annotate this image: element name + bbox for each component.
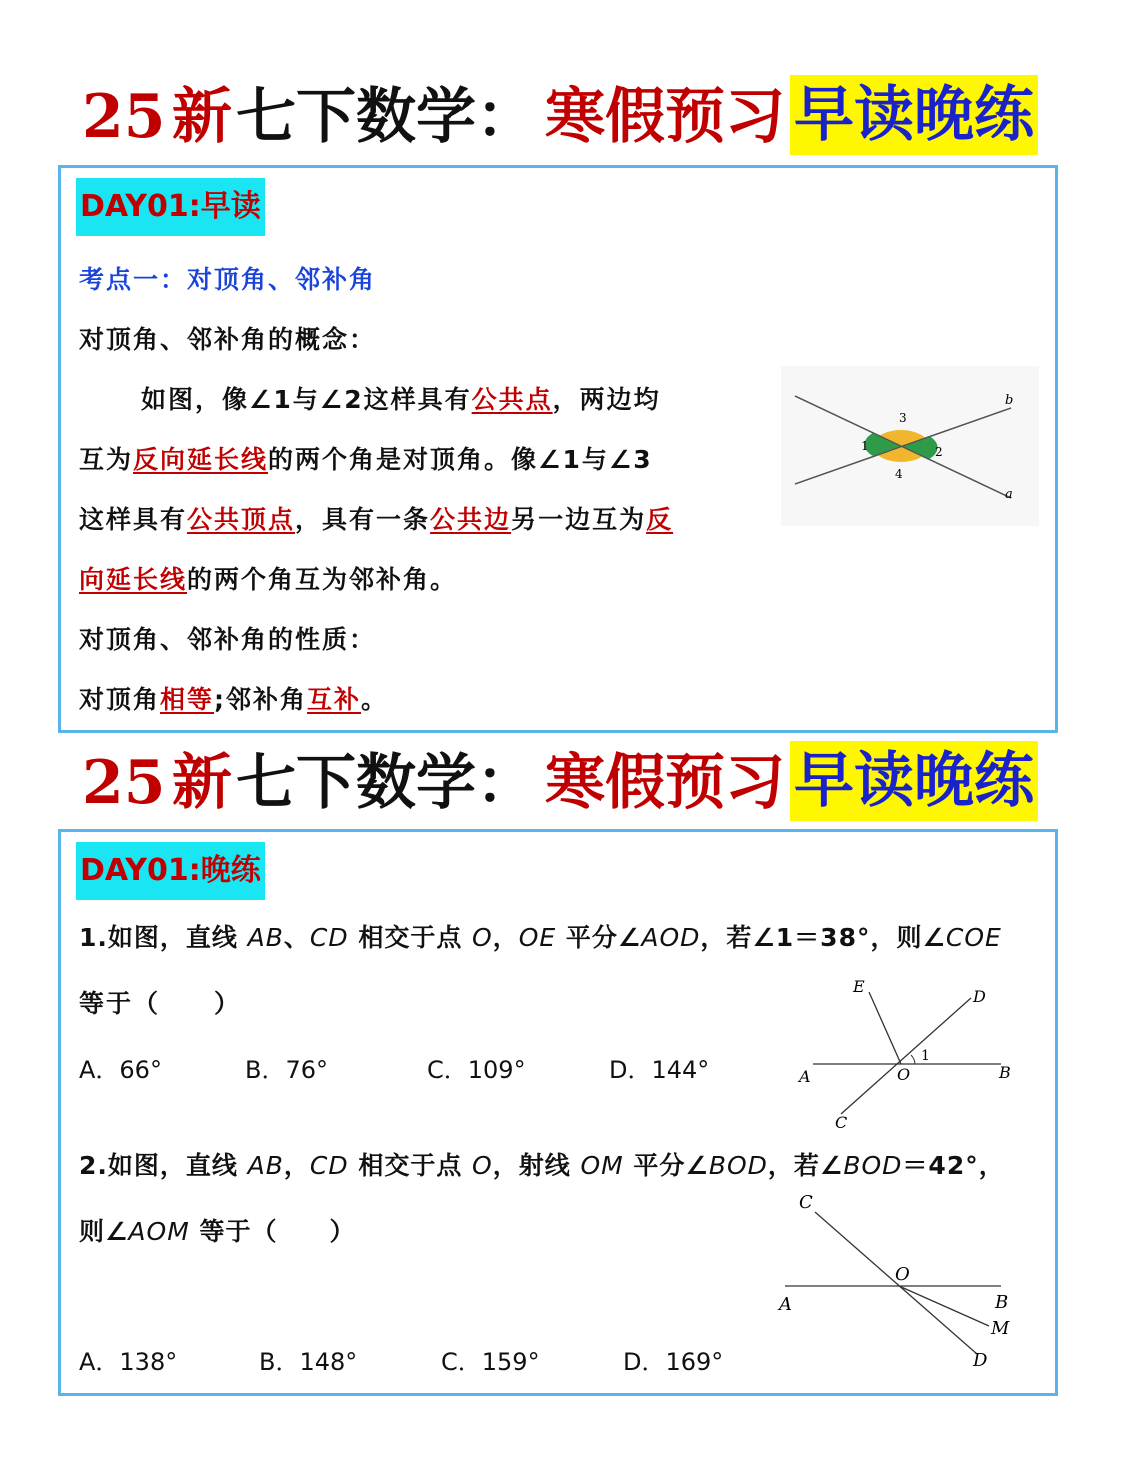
day-tag-morning: DAY01:早读 — [76, 178, 265, 236]
concept-paragraph-line-4: 向延长线的两个角互为邻补角。 — [79, 565, 458, 594]
topic-heading: 考点一：对顶角、邻补角 — [79, 265, 377, 294]
banner-number: 25 — [82, 82, 166, 152]
q1-option-b[interactable]: B．76° — [245, 1056, 329, 1084]
key-term-equal: 相等 — [160, 685, 215, 714]
morning-reading-panel — [58, 165, 1058, 733]
banner-new: 新 — [172, 748, 232, 818]
q2-option-b[interactable]: B．148° — [259, 1348, 358, 1376]
label-o: O — [895, 1264, 910, 1285]
vertical-angles-figure — [781, 366, 1039, 526]
q1-option-c[interactable]: C．109° — [427, 1056, 526, 1084]
concept-paragraph-line-3: 这样具有公共顶点，具有一条公共边另一边互为反 — [79, 505, 674, 534]
banner-subject: 七下数学： — [236, 748, 536, 818]
concept-heading: 对顶角、邻补角的概念： — [79, 325, 377, 354]
q1-option-d[interactable]: D．144° — [609, 1056, 710, 1084]
ray-om — [899, 1286, 989, 1326]
angle-1-arc — [911, 1055, 915, 1064]
question-2-text-line-2: 则∠AOM 等于（ ） — [79, 1217, 356, 1246]
q1-option-a[interactable]: A．66° — [79, 1056, 162, 1084]
label-a: A — [799, 1067, 811, 1086]
label-line-b: b — [1005, 393, 1014, 408]
q2-option-d[interactable]: D．169° — [623, 1348, 724, 1376]
page-banner-top — [0, 72, 1123, 162]
label-a: A — [779, 1294, 792, 1315]
label-d: D — [973, 987, 986, 1006]
label-b: B — [995, 1292, 1009, 1313]
label-c: C — [799, 1192, 813, 1213]
key-term-common-vertex: 公共顶点 — [187, 505, 296, 534]
q2-option-c[interactable]: C．159° — [441, 1348, 540, 1376]
page-banner-bottom — [0, 738, 1123, 828]
concept-paragraph-line-2: 互为反向延长线的两个角是对顶角。像∠1与∠3 — [79, 445, 653, 474]
banner-new: 新 — [172, 82, 232, 152]
label-b: B — [999, 1063, 1011, 1082]
label-e: E — [853, 977, 865, 996]
label-line-a: a — [1005, 487, 1013, 502]
day-tag-evening: DAY01:晚练 — [76, 842, 265, 900]
key-term-reverse-extension: 反向延长线 — [133, 445, 269, 474]
banner-red-text: 寒假预习 — [545, 82, 785, 152]
property-line: 对顶角相等;邻补角互补。 — [79, 685, 389, 714]
key-term-common-side: 公共边 — [430, 505, 512, 534]
banner-highlight: 早读晚练 — [790, 741, 1038, 821]
evening-practice-panel — [58, 829, 1058, 1396]
banner-subject: 七下数学： — [236, 82, 536, 152]
question-1-text-line-2: 等于（ ） — [79, 989, 242, 1018]
question-2-figure — [771, 1184, 1051, 1380]
label-m: M — [991, 1318, 1010, 1339]
label-angle-1: 1 — [861, 439, 869, 453]
question-2-text: 2.如图，直线 AB，CD 相交于点 O，射线 OM 平分∠BOD，若∠BOD＝42°， — [79, 1151, 1005, 1180]
label-angle-1: 1 — [921, 1048, 930, 1064]
banner-number: 25 — [82, 748, 166, 818]
question-1-text: 1.如图，直线 AB、CD 相交于点 O，OE 平分∠AOD，若∠1＝38°，则∠COE — [79, 923, 1002, 952]
concept-paragraph-line-1: 如图，像∠1与∠2这样具有公共点，两边均 — [141, 385, 661, 414]
key-term-common-point: 公共点 — [471, 385, 553, 414]
key-term-supplementary: 互补 — [307, 685, 362, 714]
line-cd — [841, 998, 971, 1114]
question-1-figure — [791, 972, 1051, 1132]
banner-red-text: 寒假预习 — [545, 748, 785, 818]
label-angle-3: 3 — [899, 411, 907, 425]
banner-highlight: 早读晚练 — [790, 75, 1038, 155]
label-o: O — [897, 1065, 911, 1084]
q2-option-a[interactable]: A．138° — [79, 1348, 178, 1376]
label-angle-2: 2 — [935, 445, 943, 459]
ray-oe — [869, 992, 901, 1064]
property-heading: 对顶角、邻补角的性质： — [79, 625, 377, 654]
label-c: C — [835, 1113, 848, 1132]
label-d: D — [973, 1350, 988, 1371]
label-angle-4: 4 — [895, 467, 903, 481]
